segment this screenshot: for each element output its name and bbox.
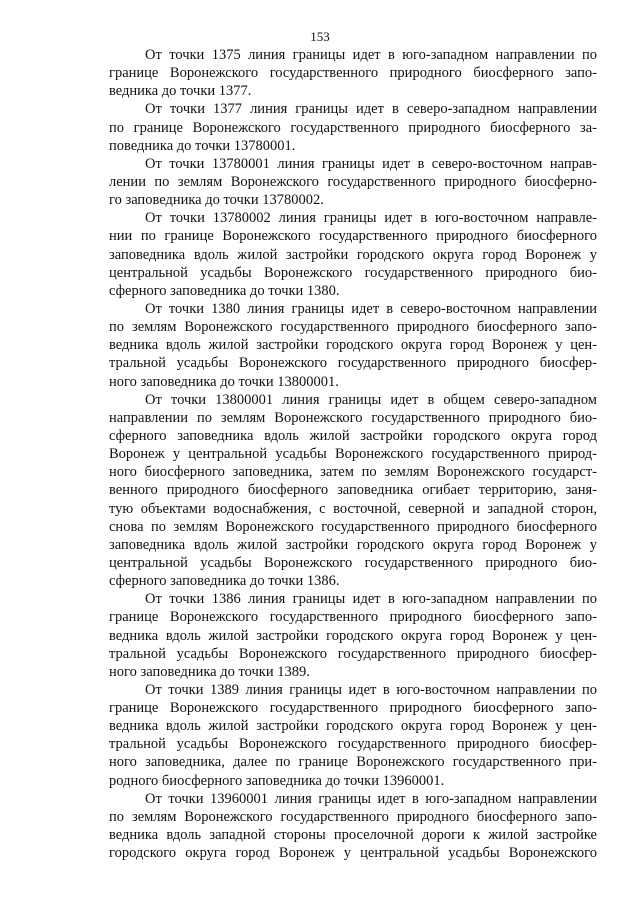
text-line: границе Воронежского государственного природного биосферного запо-	[109, 65, 597, 82]
text-line: поведника до точки 13780001.	[109, 137, 296, 154]
paragraph	[109, 209, 597, 300]
text-line: От точки 13800001 линия границы идет в общем северо-западном	[145, 391, 597, 408]
text-line: по землям Воронежского государственного природного биосферного запо-	[109, 319, 597, 336]
paragraph	[109, 391, 597, 591]
text-line: границе Воронежского государственного природного биосферного запо-	[109, 609, 597, 626]
paragraph	[109, 100, 597, 154]
text-line: От точки 13960001 линия границы идет в юго-западном направлении	[145, 790, 597, 807]
text-line: центральной усадьбы Воронежского государственного природного био-	[109, 554, 597, 571]
text-line: От точки 13780002 линия границы идет в юго-восточном направле-	[145, 210, 597, 227]
paragraph	[109, 300, 597, 391]
text-line: Воронеж у центральной усадьбы Воронежского государственного природ-	[109, 446, 597, 463]
text-line: по границе Воронежского государственного природного биосферного за-	[109, 119, 597, 136]
text-line: по землям Воронежского государственного природного биосферного запо-	[109, 808, 597, 825]
text-line: сферного заповедника до точки 1380.	[109, 282, 340, 299]
text-line: тральной усадьбы Воронежского государственного природного биосфер-	[109, 736, 597, 753]
text-line: ного заповедника до точки 1389.	[109, 663, 310, 680]
text-line: заповедника вдоль жилой застройки городского округа город Воронеж у	[109, 536, 597, 553]
text-line: границе Воронежского государственного природного биосферного запо-	[109, 700, 597, 717]
document-body	[109, 46, 597, 862]
text-line: центральной усадьбы Воронежского государственного природного био-	[109, 264, 597, 281]
text-line: ного заповедника до точки 13800001.	[109, 373, 339, 390]
text-line: ведника вдоль западной стороны проселочной дороги к жилой застройке	[109, 827, 597, 844]
paragraph	[109, 155, 597, 209]
text-line: тральной усадьбы Воронежского государственного природного биосфер-	[109, 355, 597, 372]
paragraph	[109, 46, 597, 100]
text-line: го заповедника до точки 13780002.	[109, 192, 324, 209]
text-line: От точки 13780001 линия границы идет в северо-восточном направ-	[145, 155, 597, 172]
paragraph	[109, 790, 597, 863]
text-line: нии по границе Воронежского государственного природного биосферного	[109, 228, 597, 245]
text-line: ведника вдоль жилой застройки городского округа город Воронеж у цен-	[109, 627, 597, 644]
text-line: От точки 1386 линия границы идет в юго-западном направлении по	[145, 591, 597, 608]
text-line: ведника вдоль жилой застройки городского округа город Воронеж у цен-	[109, 718, 597, 735]
text-line: тральной усадьбы Воронежского государственного природного биосфер-	[109, 645, 597, 662]
text-line: городского округа город Воронеж у центральной усадьбы Воронежского	[109, 845, 597, 862]
text-line: ведника вдоль жилой застройки городского округа город Воронеж у цен-	[109, 337, 597, 354]
text-line: ного заповедника, далее по границе Воронежского государственного при-	[109, 754, 597, 771]
text-line: От точки 1375 линия границы идет в юго-западном направлении по	[145, 47, 597, 63]
text-line: От точки 1380 линия границы идет в северо-восточном направлении	[145, 300, 597, 317]
paragraph	[109, 590, 597, 681]
text-line: венного природного биосферного заповедника огибает территорию, заня-	[109, 482, 597, 499]
text-line: сферного заповедника до точки 1386.	[109, 573, 340, 590]
text-line: заповедника вдоль жилой застройки городского округа город Воронеж у	[109, 246, 597, 263]
text-line: снова по землям Воронежского государственного природного биосферного	[109, 518, 597, 535]
paragraph	[109, 681, 597, 790]
page-number: 153	[310, 29, 330, 44]
text-line: От точки 1389 линия границы идет в юго-восточном направлении по	[145, 681, 597, 698]
text-line: тую объектами водоснабжения, с восточной, северной и западной сторон,	[109, 500, 597, 517]
text-line: От точки 1377 линия границы идет в северо-западном направлении	[145, 101, 597, 118]
text-line: лении по землям Воронежского государственного природного биосферно-	[109, 173, 597, 190]
text-line: направлении по землям Воронежского государственного природного био-	[109, 409, 597, 426]
text-line: родного биосферного заповедника до точки 13960001.	[109, 772, 445, 789]
text-line: ведника до точки 1377.	[109, 83, 252, 100]
text-line: сферного заповедника вдоль жилой застройки городского округа город	[109, 427, 597, 444]
text-line: ного биосферного заповедника, затем по землям Воронежского государст-	[109, 464, 597, 481]
